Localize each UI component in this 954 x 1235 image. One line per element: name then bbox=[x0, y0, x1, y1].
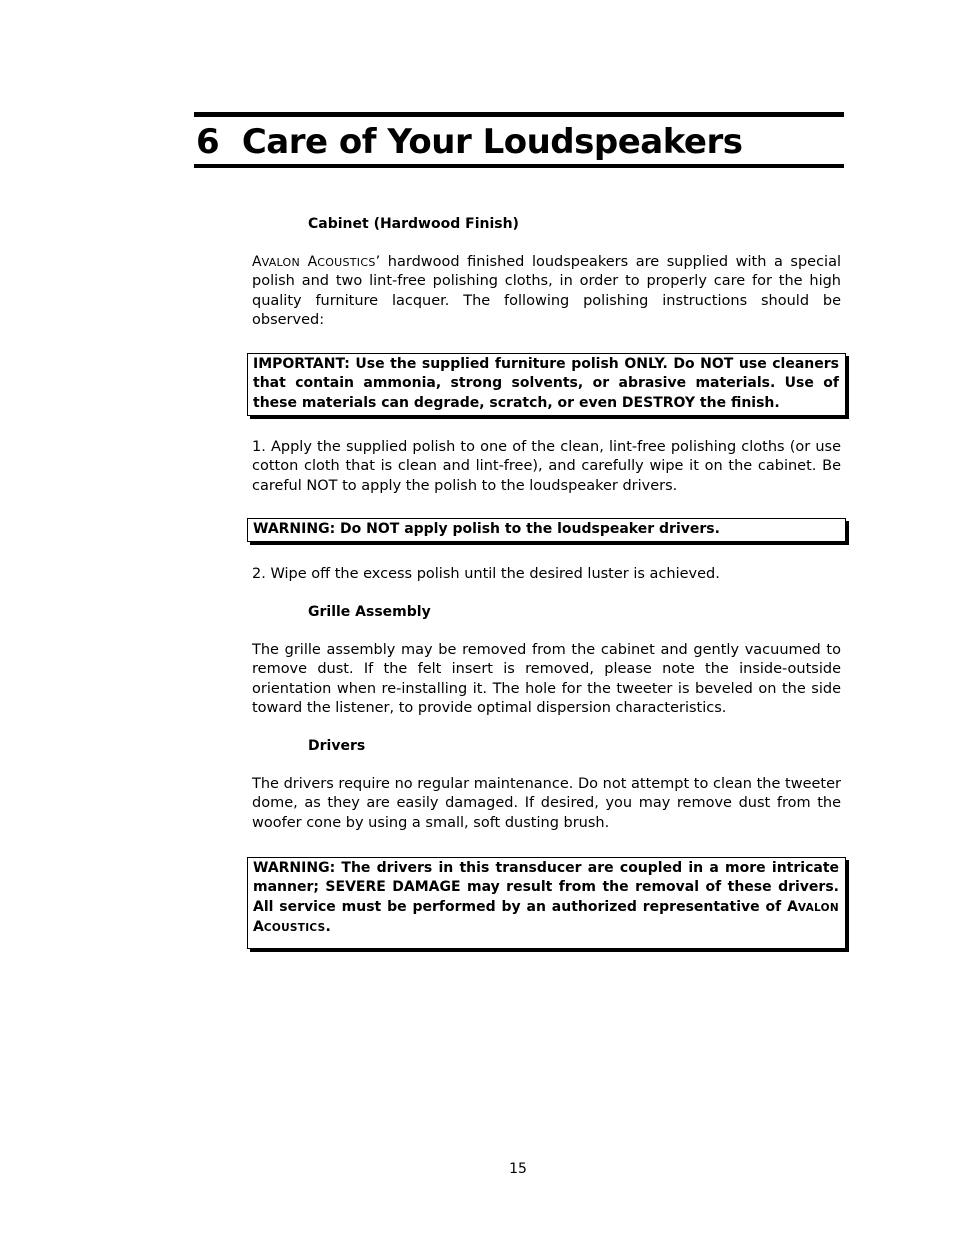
drivers-warning-box bbox=[247, 857, 846, 949]
chapter-title-text: Care of Your Loudspeakers bbox=[241, 122, 743, 162]
brand-rest: VALON bbox=[261, 256, 301, 269]
brand-initial: A bbox=[307, 254, 318, 270]
step-1: 1. Apply the supplied polish to one of the clean, lint-free polishing cloths (or use cotton cloth that is clean and lint-free), and carefully wipe it on the cabinet. Be careful NOT to apply the polish to the loudspeaker drivers. bbox=[252, 439, 841, 494]
drivers-warning-text: WARNING: The drivers in this transducer are coupled in a more intricate manner; SEVERE DAMAGE may result from the removal of these drivers. All service must be performed by an authorized representative of bbox=[253, 860, 839, 915]
brand-initial: A bbox=[787, 898, 798, 915]
brand-initial: A bbox=[252, 254, 262, 270]
polish-warning-box bbox=[247, 518, 846, 542]
brand-rest: COUSTICS bbox=[317, 256, 376, 269]
polish-warning-text: WARNING: Do NOT apply polish to the loudspeaker drivers. bbox=[253, 521, 720, 537]
grille-heading: Grille Assembly bbox=[308, 604, 431, 620]
grille-text: The grille assembly may be removed from the cabinet and gently vacuumed to remove dust. If the felt insert is removed, please note the inside-outside orientation when re-installing it. The hole for the tweeter is beveled on the side toward the listener, to provide optimal dispersion characteristics. bbox=[252, 642, 841, 716]
brand-rest: VALON bbox=[797, 901, 839, 914]
cabinet-heading: Cabinet (Hardwood Finish) bbox=[308, 216, 519, 232]
brand-rest: COUSTICS bbox=[263, 921, 326, 934]
chapter-rule-top bbox=[194, 112, 844, 117]
drivers-warning-end: . bbox=[325, 918, 331, 935]
drivers-text: The drivers require no regular maintenance. Do not attempt to clean the tweeter dome, as they are easily damaged. If desired, you may remove dust from the woofer cone by using a small, soft dusting brush. bbox=[252, 776, 841, 831]
chapter-title bbox=[196, 120, 844, 164]
chapter-number: 6 bbox=[196, 122, 220, 162]
step-2: 2. Wipe off the excess polish until the desired luster is achieved. bbox=[252, 566, 720, 582]
cabinet-intro-text: ’ hardwood finished loudspeakers are supplied with a special polish and two lint-free polishing cloths, in order to properly care for the high quality furniture lacquer. The following polishing instructions should be observed: bbox=[252, 254, 842, 328]
drivers-heading: Drivers bbox=[308, 738, 366, 754]
brand-initial: A bbox=[253, 918, 264, 935]
cabinet-intro bbox=[252, 253, 841, 330]
page-number: 15 bbox=[509, 1161, 527, 1177]
chapter-rule-bottom bbox=[194, 164, 844, 168]
important-note-text: IMPORTANT: Use the supplied furniture polish ONLY. Do NOT use cleaners that contain ammonia, strong solvents, or abrasive materials. Use of these materials can degrade, scratch, or even DESTROY the finish. bbox=[253, 356, 839, 411]
important-note-box bbox=[247, 353, 846, 416]
